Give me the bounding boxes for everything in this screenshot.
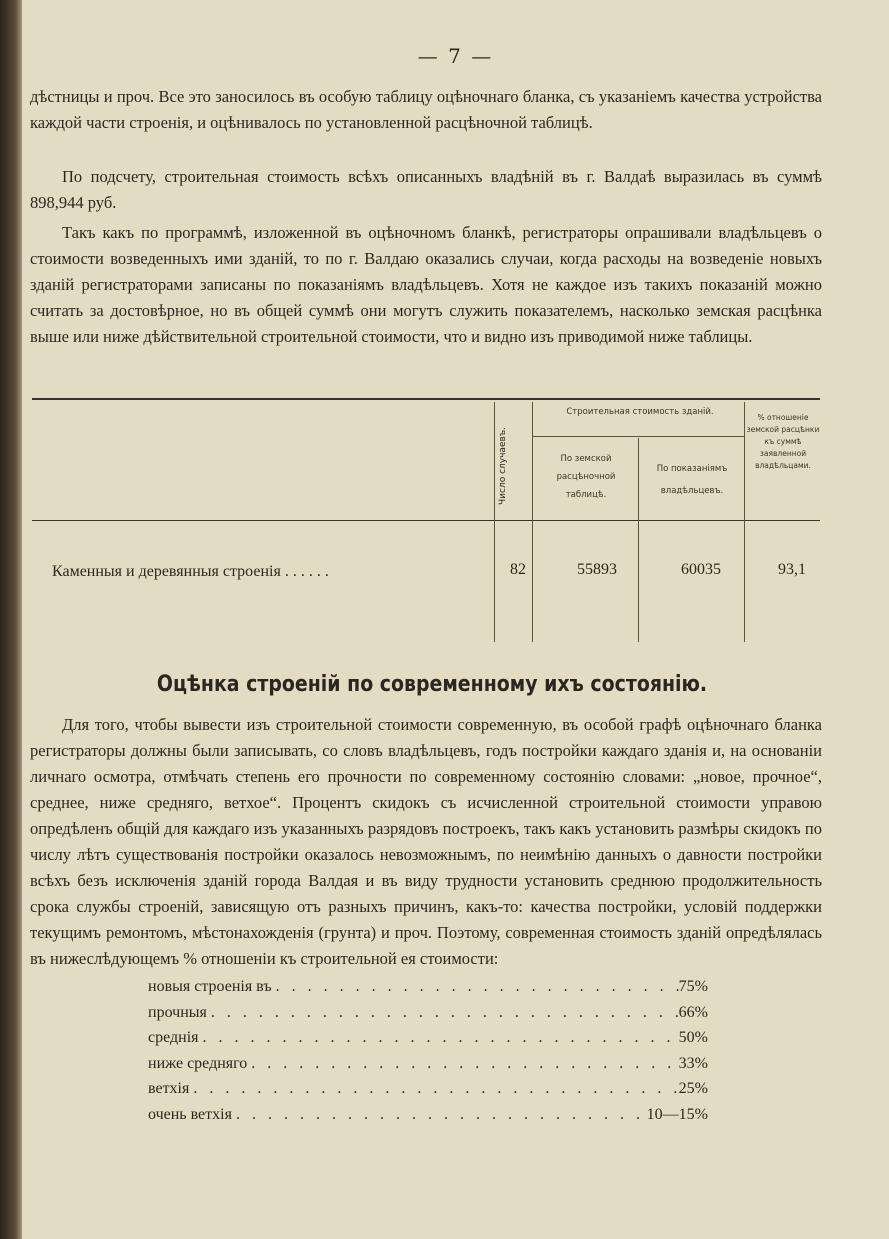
- rate-value: 50%: [678, 1029, 708, 1046]
- table-header-rule: [32, 520, 820, 521]
- leader-dots: [272, 978, 679, 996]
- leader-dots: [207, 1004, 679, 1022]
- list-item: [148, 978, 708, 1004]
- header-group: Строительная стоимость зданій.: [566, 407, 714, 417]
- cell-pct: 93,1: [778, 561, 806, 578]
- leader-dots: [247, 1055, 678, 1073]
- list-item: [148, 1029, 708, 1055]
- leader-dots: [189, 1080, 678, 1098]
- table-col-divider: [494, 402, 495, 642]
- book-spine: [0, 0, 22, 1239]
- cell-owners: 60035: [681, 561, 721, 578]
- cell-zemsk: 55893: [577, 561, 617, 578]
- document-page: [22, 0, 889, 1239]
- paragraph-1: дѣстницы и проч. Все это заносилось въ особую таблицу оцѣночнаго бланка, съ указаніемъ качества устройства каждой части строенія, и оцѣнивалось по установленной расцѣночной таблицѣ.: [30, 87, 822, 132]
- paragraph-2: По подсчету, строительная стоимость всѣхъ описанныхъ владѣній въ г. Валдаѣ выразилась въ суммѣ 898,944 руб.: [30, 167, 822, 212]
- rate-value: 66%: [678, 1003, 708, 1021]
- row-label: Каменныя и деревянныя строенія . . . . . .: [52, 563, 329, 580]
- cell-cases: 82: [510, 561, 526, 578]
- leader-dots: [199, 1029, 679, 1047]
- rate-label: среднія: [148, 1029, 199, 1046]
- section-heading: Оцѣнка строеній по современному ихъ состоянію.: [156, 672, 708, 697]
- rate-label: ниже средняго: [148, 1054, 248, 1072]
- header-zemsk: По земской расцѣночной таблицѣ.: [556, 454, 616, 500]
- paragraph-3: Такъ какъ по программѣ, изложенной въ оцѣночномъ бланкѣ, регистраторы опрашивали владѣльцевъ о стоимости возведенныхъ ими зданій, то по г. Валдаю оказались случаи, когда расходы на возведеніе новыхъ зданій регистраторами записаны по показаніямъ владѣльцевъ. Хотя не каждое изъ такихъ показаній можно считать за достовѣрное, но въ общей суммѣ они могутъ служить показателемъ, насколько земская расцѣнка выше или ниже дѣйствительной строительной стоимости, что и видно изъ приводимой ниже таблицы.: [30, 223, 822, 346]
- table-col-divider: [744, 402, 745, 642]
- rate-value: 33%: [678, 1054, 708, 1072]
- table-col-divider: [532, 402, 533, 642]
- table-col-divider: [638, 438, 639, 642]
- list-item: [148, 1080, 708, 1106]
- table-group-rule: [532, 436, 744, 437]
- rate-value: 25%: [678, 1080, 708, 1097]
- rate-label: прочныя: [148, 1003, 207, 1021]
- cost-comparison-table: [32, 398, 820, 642]
- page-number: — 7 —: [417, 44, 494, 68]
- header-owners: По показаніямъ владѣльцевъ.: [656, 464, 728, 496]
- section-paragraph: Для того, чтобы вывести изъ строительной стоимости современную, въ особой графѣ оцѣночнаго бланка регистраторы должны были записывать, со словъ владѣльцевъ, годъ постройки каждаго зданія и, на основаніи личнаго осмотра, отмѣчать степень его прочности по современному состоянію словами: „новое, прочное“, среднее, ниже средняго, ветхое“. Процентъ скидокъ съ исчисленной строительной стоимости управою опредѣленъ общій для каждаго изъ указанныхъ разрядовъ построекъ, такъ какъ установить размѣры скидокъ по числу лѣтъ существованія постройки оказалось невозможнымъ, по неимѣнію данныхъ о давности постройки всѣхъ безъ исключенія зданій города Валдая и въ виду трудности установить среднюю продолжительность срока службы строеній, зависящую отъ разныхъ причинъ, какъ-то: качества постройки, условій поддержки текущимъ ремонтомъ, мѣстонахожденія (грунта) и проч. Поэтому, современная стоимость зданій опредѣлялась въ нижеслѣдующемъ % отношеніи къ строительной ея стоимости:: [30, 715, 822, 968]
- list-item: [148, 1055, 708, 1081]
- rate-label: очень ветхія: [148, 1105, 232, 1123]
- rate-value: 75%: [678, 978, 708, 995]
- rates-list: [148, 978, 708, 1131]
- table-top-rule: [32, 398, 820, 400]
- rate-value: 10—15%: [646, 1105, 708, 1123]
- rate-label: новыя строенія въ: [148, 978, 272, 995]
- header-pct: % отношеніе земской расцѣнки къ суммѣ заявленной владѣльцами.: [746, 413, 820, 470]
- list-item: [148, 1004, 708, 1030]
- rate-label: ветхія: [148, 1080, 190, 1097]
- header-cases: Число случаевъ.: [498, 427, 508, 506]
- list-item: [148, 1106, 708, 1132]
- leader-dots: [232, 1106, 647, 1124]
